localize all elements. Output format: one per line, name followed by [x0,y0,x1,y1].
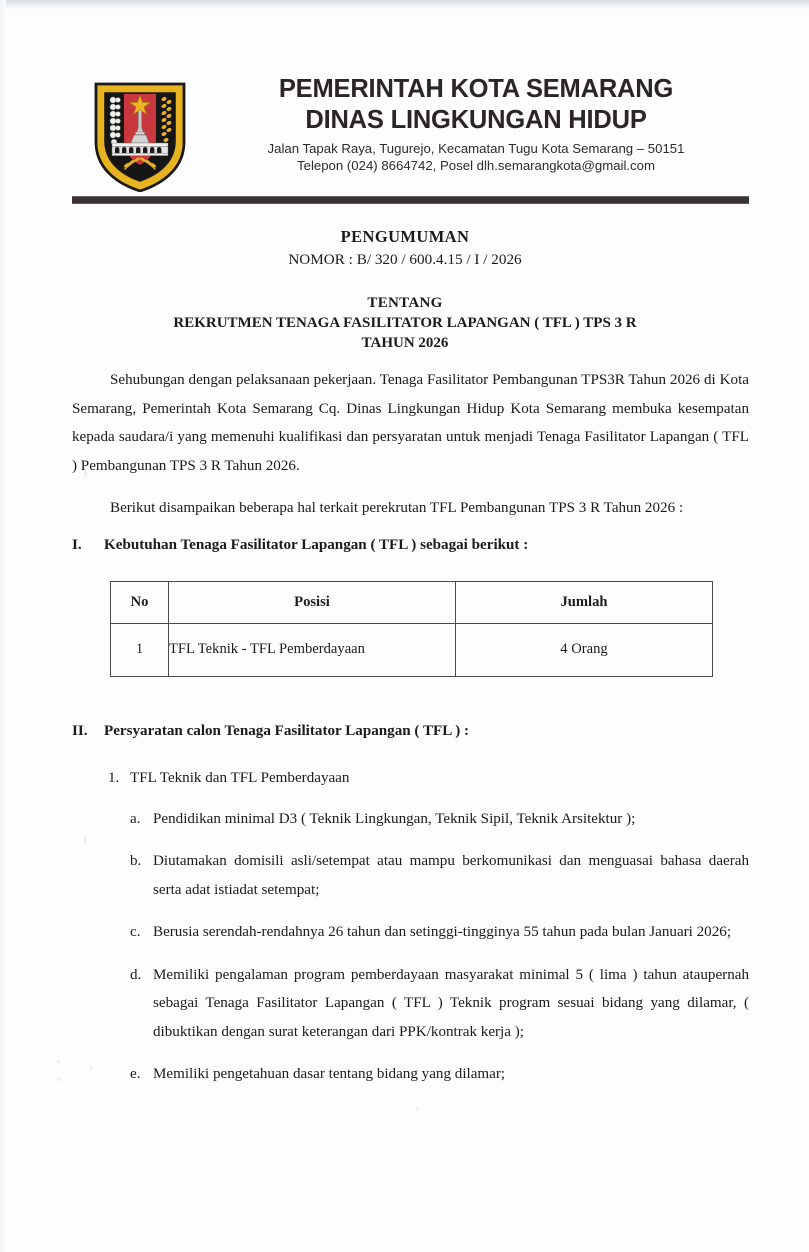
section-two-numeral: II. [72,722,88,739]
announcement-year: TAHUN 2026 [361,335,449,351]
section-one-heading [72,533,749,557]
org-name-line1: PEMERINTAH KOTA SEMARANG [278,75,674,103]
requirement-item-d [130,961,749,1047]
requirement-item-a-text: Pendidikan minimal D3 ( Teknik Lingkungan, Teknik Sipil, Teknik Arsitektur ); [153,810,636,827]
announcement-subject: REKRUTMEN TENAGA FASILITATOR LAPANGAN ( TFL ) TPS 3 R [173,315,637,331]
scan-edge-top [0,0,809,9]
requirement-item-a [130,805,749,834]
section-two-heading [72,719,749,743]
document-body [72,366,749,1089]
semarang-coat-of-arms-icon [92,80,188,192]
section-two-title: Persyaratan calon Tenaga Fasilitator Lapangan ( TFL ) : [104,722,470,739]
scan-speckle [57,1078,61,1081]
table-header-posisi: Posisi [169,581,456,623]
requirement-item-c [130,918,749,947]
scan-speckle [416,1107,418,1111]
table-header-row [111,581,713,623]
requirement-group-1-label: TFL Teknik dan TFL Pemberdayaan [130,769,350,786]
requirement-item-c-marker: c. [130,924,141,940]
requirement-item-d-marker: d. [130,966,142,983]
address-line-1: Jalan Tapak Raya, Tugurejo, Kecamatan Tugu Kota Semarang – 50151 [267,141,685,156]
title-block [60,226,750,353]
requirement-item-e-marker: e. [130,1066,141,1082]
org-name-line2: DINAS LINGKUNGAN HIDUP [305,106,647,134]
letterhead-text [196,74,756,174]
requirement-group-1-marker: 1. [108,769,120,786]
requirement-item-a-marker: a. [130,810,141,827]
requirement-item-b [130,847,749,904]
body-paragraph-1: Sehubungan dengan pelaksanaan pekerjaan. Tenaga Fasilitator Pembangunan TPS3R Tahun 2026 di Kota Semarang, Pemerintah Kota Semarang Cq. Dinas Lingkungan Hidup Kota Semarang membuka kesempatan kepada saudara/i yang memenuhi kualifikasi dan persyaratan untuk menjadi Tenaga Fasilitator Lapangan ( TFL ) Pembangunan TPS 3 R Tahun 2026. [72,372,749,474]
requirements-table-wrapper [110,581,712,677]
requirement-item-e-text: Memiliki pengetahuan dasar tentang bidang yang dilamar; [153,1066,506,1082]
requirement-item-e [130,1060,749,1089]
scan-speckle [57,1060,60,1063]
section-one-numeral: I. [72,536,82,553]
requirement-item-d-text: Memiliki pengalaman program pemberdayaan masyarakat minimal 5 ( lima ) tahun ataupernah sebagai Tenaga Fasilitator Lapangan ( TFL ) Teknik program sesuai bidang yang dilamar, ( dibuktikan dengan surat keterangan dari PPK/kontrak kerja ); [153,966,749,1040]
requirement-item-b-text: Diutamakan domisili asli/setempat atau mampu berkomunikasi dan menguasai bahasa daerah serta adat istiadat setempat; [153,853,749,898]
table-row [111,623,713,676]
body-paragraph-2: Berikut disampaikan beberapa hal terkait perekrutan TFL Pembangunan TPS 3 R Tahun 2026 : [110,500,684,516]
section-one-title: Kebutuhan Tenaga Fasilitator Lapangan ( TFL ) sebagai berikut : [104,536,529,553]
cell-no: 1 [111,623,169,676]
table-header-jumlah: Jumlah [456,581,713,623]
positions-table [110,581,713,677]
table-header-no: No [111,581,169,623]
letterhead [0,74,809,196]
announcement-heading: PENGUMUMAN [340,227,470,246]
requirement-group-1 [108,765,749,791]
requirement-item-b-marker: b. [130,853,142,869]
announcement-number: NOMOR : B/ 320 / 600.4.15 / I / 2026 [288,251,522,268]
address-line-2: Telepon (024) 8664742, Posel dlh.semarangkota@gmail.com [297,158,655,173]
letterhead-divider [72,196,749,204]
cell-jumlah: 4 Orang [456,623,713,676]
tentang-label: TENTANG [367,295,443,311]
cell-posisi: TFL Teknik - TFL Pemberdayaan [169,623,456,676]
requirement-item-c-text: Berusia serendah-rendahnya 26 tahun dan setinggi-tingginya 55 tahun pada bulan Januari 2026; [153,924,732,940]
